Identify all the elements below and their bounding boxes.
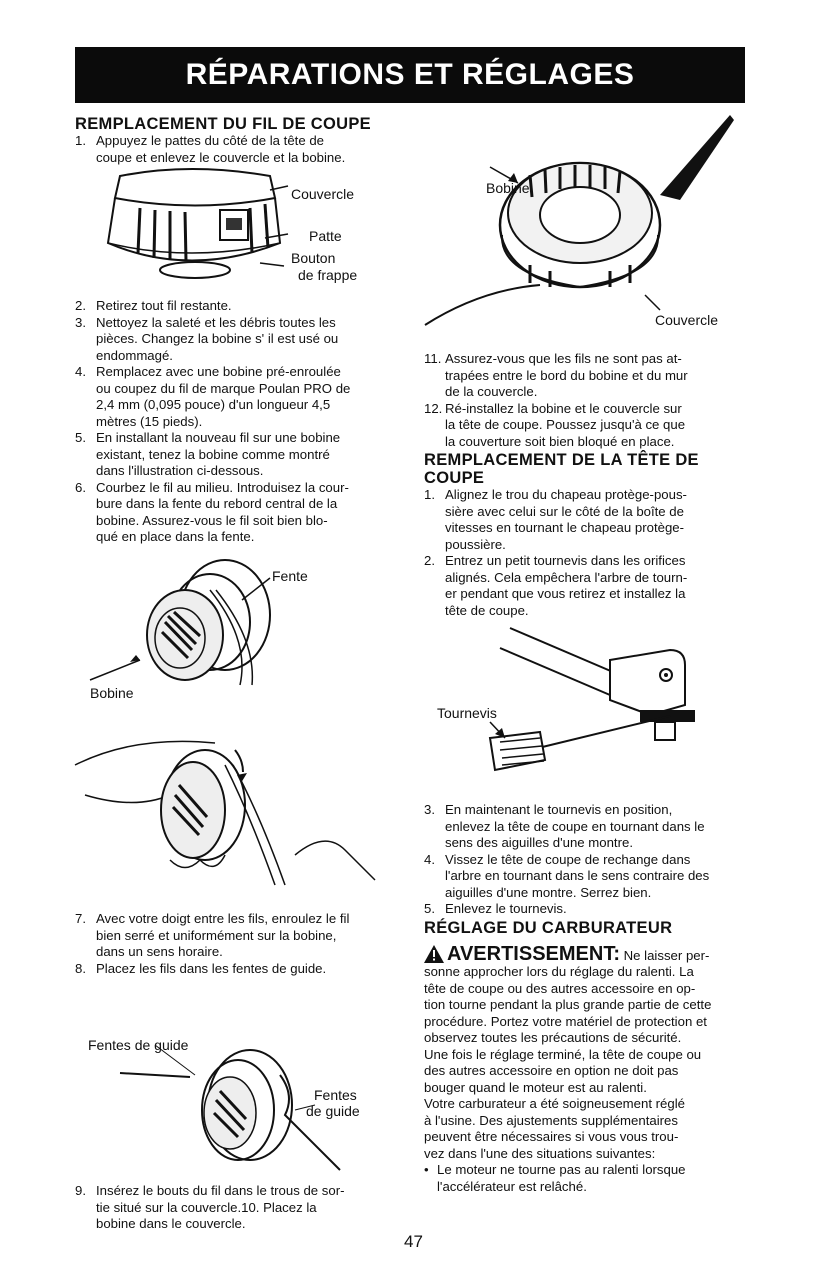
step-line: sière avec celui sur le côté de la boîte de (445, 503, 684, 519)
warning-triangle-icon (424, 945, 444, 963)
steps-group (424, 487, 754, 619)
label-couvercle-right: Couvercle (655, 312, 719, 328)
right-column-top (424, 351, 754, 619)
step-line: Avec votre doigt entre les fils, enroulez le fil (96, 911, 350, 926)
step-item (75, 298, 405, 315)
step-line: 2,4 mm (0,095 pouce) d'un longueur 4,5 (96, 397, 331, 412)
label-de-guide: de guide (306, 1103, 360, 1119)
fig-winding-spool (75, 735, 395, 895)
step-line: Vissez le tête de coupe de rechange dans (445, 851, 691, 867)
step-line: Remplacez avec une bobine pré-enroulée (96, 364, 341, 379)
warning-line: des autres accessoire en option ne doit pas (424, 1063, 679, 1078)
bullet-line: Le moteur ne tourne pas au ralenti lorsque (437, 1162, 686, 1177)
step-line: En maintenant le tournevis en position, (445, 802, 673, 817)
step-number: 5. (75, 430, 86, 445)
step-line: aiguilles d'une montre. Serrez bien. (445, 884, 652, 900)
left-column-mid (75, 298, 405, 546)
step-line: sens des aiguilles d'une montre. (445, 835, 633, 850)
step-number: 4. (424, 851, 435, 867)
step-line: Placez les fils dans les fentes de guide. (96, 960, 327, 976)
step-line: de la couvercle. (445, 384, 538, 399)
step-line: ou coupez du fil de marque Poulan PRO de (96, 380, 351, 396)
step-number: 11. (424, 351, 442, 366)
label-bouton: Bouton (291, 250, 336, 266)
step-line: vitesses en tournant le chapeau protège- (445, 520, 684, 535)
step-item (424, 852, 754, 902)
warning-line: Une fois le réglage terminé, la tête de coupe ou (424, 1046, 702, 1062)
right-column-low (424, 802, 754, 1195)
step-item (424, 351, 754, 401)
steps-group (424, 802, 754, 918)
steps-group (75, 1183, 405, 1233)
fig-spool-in-cover (420, 115, 750, 330)
page-title: RÉPARATIONS ET RÉGLAGES (185, 58, 635, 91)
warning-line: peuvent être nécessaires si vous vous trou- (424, 1129, 679, 1144)
label-bobine-right: Bobine (486, 180, 530, 196)
step-item (424, 487, 754, 553)
step-number: 9. (75, 1183, 86, 1198)
step-item (424, 553, 754, 619)
step-line: bobine dans le couvercle. (96, 1216, 246, 1231)
step-number: 12. (424, 400, 443, 416)
label-bobine: Bobine (90, 685, 134, 701)
step-number: 1. (75, 133, 86, 148)
left-column-bottom (75, 1183, 405, 1233)
warning-line: vez dans l'une des situations suivantes: (424, 1145, 656, 1161)
warning-line: sonne approcher lors du réglage du ralenti. La (424, 964, 694, 979)
step-item (75, 315, 405, 365)
step-line: bure dans la fente du rebord central de la (96, 496, 338, 511)
warning-text (424, 942, 754, 1163)
warning-line: bouger quand le moteur est au ralenti. (424, 1079, 647, 1095)
step-line: qué en place dans la fente. (96, 529, 255, 544)
step-line: er pendant que vous retirez et installez la (445, 586, 686, 601)
step-item (424, 802, 754, 852)
step-line: Assurez-vous que les fils ne sont pas at- (445, 351, 682, 366)
step-line: enlevez la tête de coupe en tournant dans le (445, 818, 705, 834)
step-number: 3. (75, 314, 86, 330)
bullet-line: l'accélérateur est relâché. (437, 1178, 587, 1194)
warning-line: observez toutes les précautions de sécurité. (424, 1030, 682, 1045)
step-number: 6. (75, 479, 86, 495)
step-number: 8. (75, 960, 86, 976)
step-line: existant, tenez la bobine comme montré (96, 446, 330, 462)
step-item (75, 364, 405, 430)
step-line: En installant la nouveau fil sur une bobine (96, 430, 341, 445)
step-number: 2. (424, 553, 435, 568)
step-line: Ré-installez la bobine et le couvercle sur (445, 400, 682, 416)
step-number: 3. (424, 802, 435, 817)
step-line: coupe et enlevez le couvercle et la bobine. (96, 149, 346, 165)
warning-line: à l'usine. Des ajustements supplémentaires (424, 1112, 678, 1128)
steps-group (75, 133, 405, 166)
label-fentes: Fentes (314, 1087, 357, 1103)
label-fente: Fente (272, 568, 308, 584)
step-line: Courbez le fil au milieu. Introduisez la cour- (96, 479, 349, 495)
step-line: alignés. Cela empêchera l'arbre de tourn- (445, 569, 688, 585)
steps-group (75, 298, 405, 546)
warning-line: Ne laisser per- (619, 947, 710, 963)
heading-tete-coupe-2: COUPE (424, 469, 485, 487)
step-number: 1. (424, 487, 435, 502)
step-line: Nettoyez la saleté et les débris toutes les (96, 314, 336, 330)
step-item (75, 480, 405, 546)
heading-carburateur: RÉGLAGE DU CARBURATEUR (424, 918, 673, 937)
step-item (75, 430, 405, 480)
step-line: la couverture soit bien bloqué en place. (445, 433, 675, 449)
heading-tete-coupe-1: REMPLACEMENT DE LA TÊTE DE (424, 451, 699, 469)
page-number: 47 (404, 1232, 423, 1251)
steps-group (75, 911, 405, 977)
label-de-frappe: de frappe (298, 267, 358, 283)
step-item (75, 133, 405, 166)
fig-screwdriver-gearbox (470, 620, 720, 780)
warning-block (424, 942, 754, 1163)
step-line: dans un sens horaire. (96, 944, 223, 959)
left-column-top (75, 115, 405, 166)
bullet-mark: • (424, 1162, 429, 1177)
label-couvercle: Couvercle (291, 186, 355, 202)
warning-line: tête de coupe ou des autres accessoire en op- (424, 980, 696, 996)
step-line: mètres (15 pieds). (96, 413, 203, 429)
step-number: 5. (424, 901, 435, 916)
label-tournevis: Tournevis (437, 705, 497, 721)
left-column-low (75, 911, 405, 977)
step-line: trapées entre le bord du bobine et du mur (445, 367, 688, 383)
step-item (75, 1183, 405, 1233)
bullet-item (424, 1162, 754, 1195)
step-number: 7. (75, 911, 86, 926)
step-line: poussière. (445, 536, 506, 552)
step-line: la tête de coupe. Poussez jusqu'à ce que (445, 417, 686, 432)
step-line: tie situé sur la couvercle.10. Placez la (96, 1199, 317, 1215)
step-line: pièces. Changez la bobine s' il est usé ou (96, 331, 339, 346)
step-line: Retirez tout fil restante. (96, 298, 232, 313)
step-line: Alignez le trou du chapeau protège-pous- (445, 487, 687, 502)
step-line: dans l'illustration ci-dessous. (96, 463, 264, 478)
heading-fil-coupe: REMPLACEMENT DU FIL DE COUPE (75, 115, 371, 133)
warning-title: AVERTISSEMENT: (447, 942, 620, 965)
label-fentes-de-guide: Fentes de guide (88, 1037, 189, 1053)
step-number: 4. (75, 364, 86, 379)
warning-line: tion tourne pendant la plus grande partie de cette (424, 997, 712, 1012)
step-line: l'arbre en tournant dans le sens contraire des (445, 868, 710, 883)
warning-line: Votre carburateur a été soigneusement réglé (424, 1096, 685, 1111)
step-item (75, 911, 405, 961)
step-line: endommagé. (96, 347, 173, 363)
step-item (75, 961, 405, 978)
step-line: tête de coupe. (445, 602, 529, 618)
fig-cutting-head (100, 168, 300, 288)
step-line: bobine. Assurez-vous le fil soit bien blo- (96, 512, 328, 528)
step-line: Insérez le bouts du fil dans le trous de sor- (96, 1183, 345, 1198)
step-item (424, 401, 754, 451)
steps-group (424, 351, 754, 450)
step-line: Appuyez le pattes du côté de la tête de (96, 133, 325, 148)
warning-line: procédure. Portez votre matériel de protection et (424, 1013, 707, 1029)
step-item (424, 901, 754, 918)
step-line: Enlevez le tournevis. (445, 901, 567, 916)
warning-first-line (424, 942, 754, 965)
step-line: Entrez un petit tournevis dans les orifices (445, 553, 686, 568)
step-line: bien serré et uniformément sur la bobine, (96, 927, 337, 943)
page-title-banner (75, 47, 745, 103)
step-number: 2. (75, 298, 86, 313)
label-patte: Patte (309, 228, 342, 244)
